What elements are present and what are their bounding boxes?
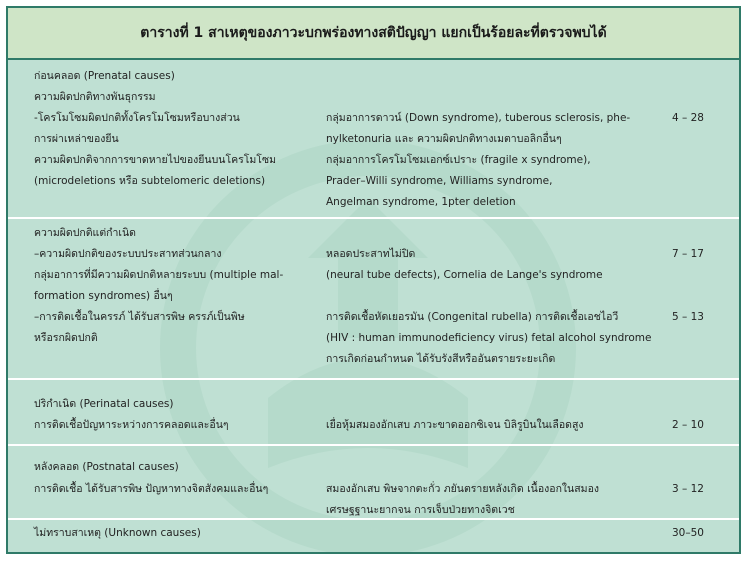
congenital-left-line: –การติดเชื้อในครรภ์ ได้รับสารพิษ ครรภ์เป็นพิษ <box>34 311 245 323</box>
prenatal-left-line: -โครโมโซมผิดปกติทั้งโครโมโซมหรือบางส่วน <box>34 112 240 124</box>
congenital-right-line: การเกิดก่อนกำหนด ได้รับรังสีหรืออันตรายระยะเกิด <box>326 353 556 365</box>
perinatal-heading: ปริกำเนิด (Perinatal causes) <box>34 398 174 410</box>
table-title: ตารางที่ 1 สาเหตุของภาวะบกพร่องทางสติปัญญา แยกเป็นร้อยละที่ตรวจพบได้ <box>8 8 739 60</box>
prenatal-left-line: (microdeletions หรือ subtelomeric deletions) <box>34 175 266 187</box>
prenatal-right-line: Angelman syndrome, 1pter deletion <box>326 196 516 208</box>
row-separator <box>8 217 739 219</box>
perinatal-range: 2 – 10 <box>672 419 704 431</box>
congenital-left-line: formation syndromes) อื่นๆ <box>34 290 173 302</box>
row-separator <box>8 378 739 380</box>
perinatal-right-line: เยื่อหุ้มสมองอักเสบ ภาวะขาดออกซิเจน บิลิรูบินในเลือดสูง <box>326 419 584 431</box>
congenital-right-line: หลอดประสาทไม่ปิด <box>326 248 416 260</box>
prenatal-left-line: ความผิดปกติจากการขาดหายไปของยีนบนโครโมโซม <box>34 154 276 166</box>
prenatal-subheading: ความผิดปกติทางพันธุกรรม <box>34 91 156 103</box>
congenital-left-line: กลุ่มอาการที่มีความผิดปกติหลายระบบ (multiple mal- <box>34 269 284 281</box>
table-frame <box>6 6 741 554</box>
prenatal-right-line: กลุ่มอาการดาวน์ (Down syndrome), tuberous sclerosis, phe- <box>326 112 631 124</box>
prenatal-right-line: กลุ่มอาการโครโมโซมเอกซ์เปราะ (fragile x syndrome), <box>326 154 591 166</box>
congenital-left-line: –ความผิดปกติของระบบประสาทส่วนกลาง <box>34 248 222 260</box>
congenital-range-cns: 7 – 17 <box>672 248 704 260</box>
postnatal-right-line: เศรษฐฐานะยากจน การเจ็บป่วยทางจิตเวช <box>326 504 515 516</box>
prenatal-heading: ก่อนคลอด (Prenatal causes) <box>34 70 175 82</box>
prenatal-right-line: Prader–Willi syndrome, Williams syndrome, <box>326 175 553 187</box>
congenital-heading: ความผิดปกติแต่กำเนิด <box>34 227 136 239</box>
postnatal-range: 3 – 12 <box>672 483 704 495</box>
prenatal-left-line: การผ่าเหล่าของยีน <box>34 133 119 145</box>
congenital-left-line: หรือรกผิดปกติ <box>34 332 98 344</box>
row-separator <box>8 518 739 520</box>
unknown-label: ไม่ทราบสาเหตุ (Unknown causes) <box>34 527 201 539</box>
congenital-right-line: (HIV : human immunodeficiency virus) fetal alcohol syndrome <box>326 332 652 344</box>
prenatal-right-line: nylketonuria และ ความผิดปกติทางเมตาบอลิกอื่นๆ <box>326 133 562 145</box>
postnatal-heading: หลังคลอด (Postnatal causes) <box>34 461 179 473</box>
row-separator <box>8 444 739 446</box>
postnatal-left-line: การติดเชื้อ ได้รับสารพิษ ปัญหาทางจิตสังคมและอื่นๆ <box>34 483 269 495</box>
unknown-range: 30–50 <box>672 527 704 539</box>
congenital-right-line: (neural tube defects), Cornelia de Lange's syndrome <box>326 269 603 281</box>
congenital-range-infection: 5 – 13 <box>672 311 704 323</box>
perinatal-left-line: การติดเชื้อปัญหาระหว่างการคลอดและอื่นๆ <box>34 419 229 431</box>
postnatal-right-line: สมองอักเสบ พิษจากตะกั่ว ภยันตรายหลังเกิด เนื้องอกในสมอง <box>326 483 599 495</box>
congenital-right-line: การติดเชื้อหัดเยอรมัน (Congenital rubella) การติดเชื้อเอชไอวี <box>326 311 619 323</box>
prenatal-range: 4 – 28 <box>672 112 704 124</box>
